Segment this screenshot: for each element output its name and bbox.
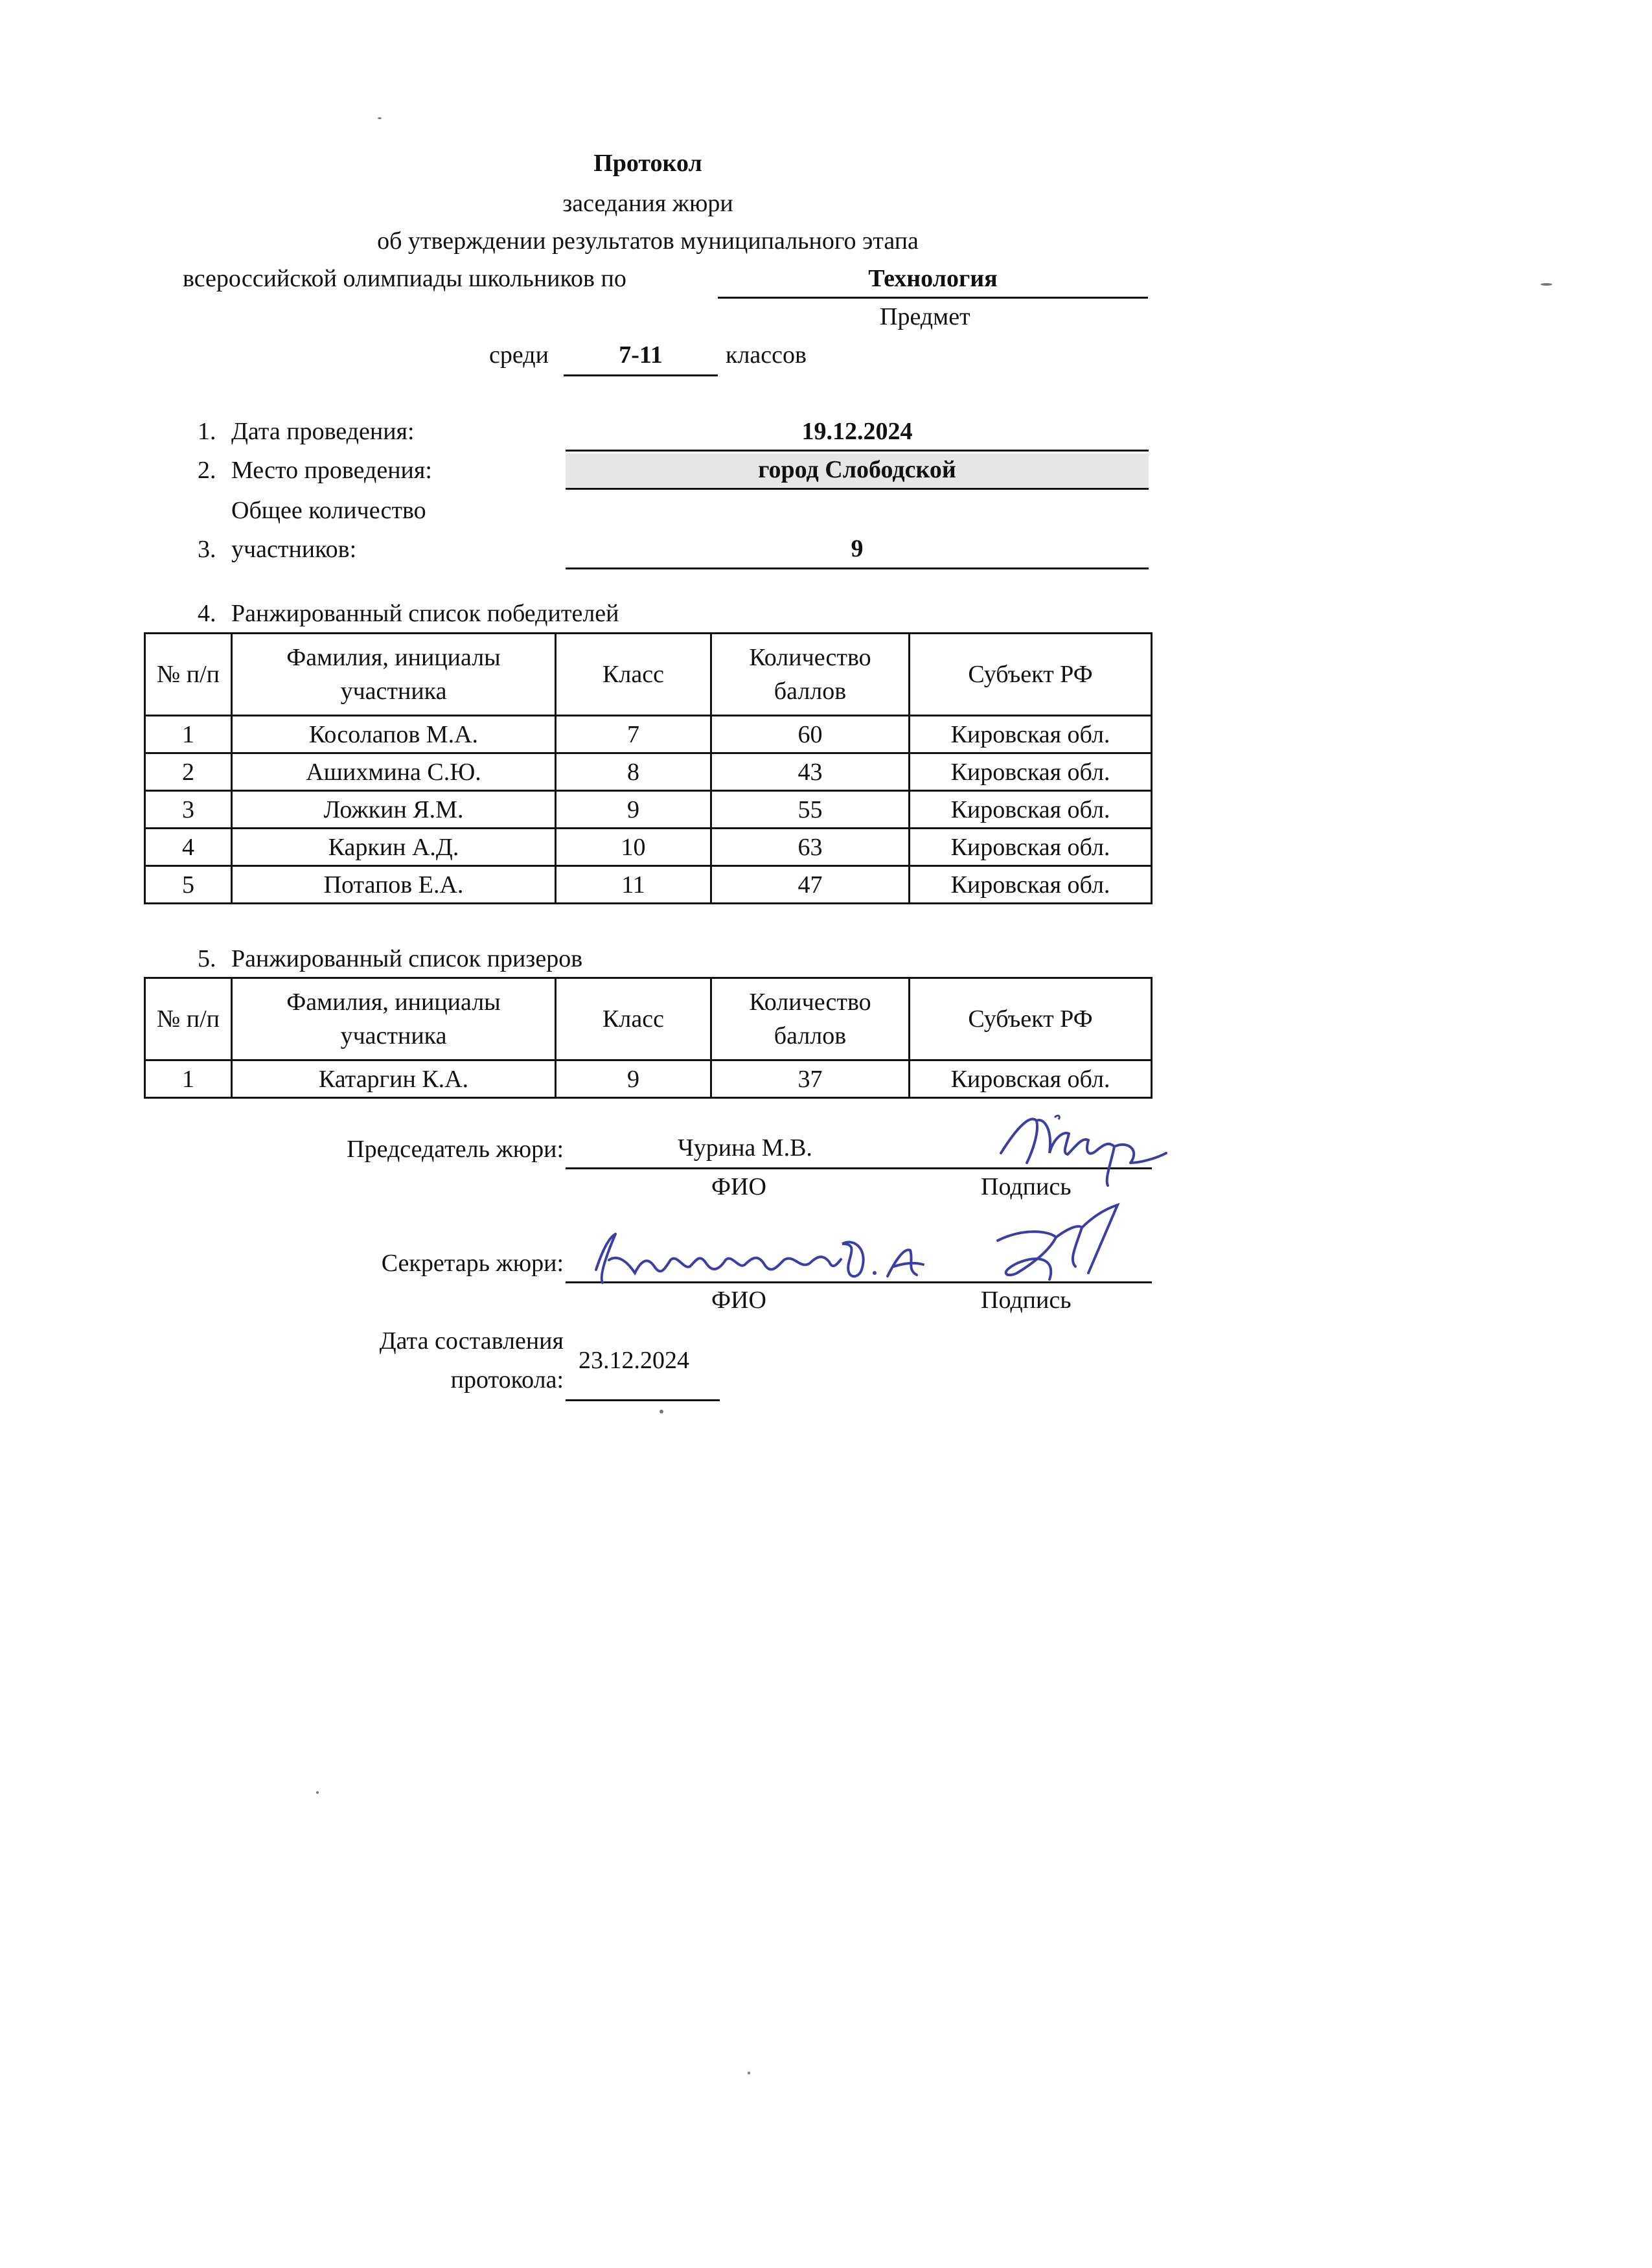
grades-prefix: среди bbox=[489, 341, 549, 369]
item-count-number: 3. bbox=[198, 536, 216, 563]
protocol-title: Протокол bbox=[593, 150, 702, 177]
item-place-number: 2. bbox=[198, 457, 216, 484]
table-header-row bbox=[145, 634, 1152, 716]
protocol-subtitle: заседания жюри bbox=[562, 190, 733, 217]
cell-score: 37 bbox=[711, 1060, 910, 1098]
protocol-purpose: об утверждении результатов муниципального этапа bbox=[377, 227, 919, 255]
subject-value: Технология bbox=[868, 265, 998, 292]
subject-caption: Предмет bbox=[880, 303, 970, 330]
secretary-name-caption: ФИО bbox=[711, 1287, 766, 1314]
cell-region: Кировская обл. bbox=[910, 829, 1152, 866]
cell-name: Ложкин Я.М. bbox=[232, 791, 556, 829]
column-header-score: Количество баллов bbox=[711, 978, 910, 1060]
cell-region: Кировская обл. bbox=[910, 866, 1152, 904]
column-header-score: Количество баллов bbox=[711, 634, 910, 716]
prizewinners-heading: Ранжированный список призеров bbox=[231, 945, 583, 972]
table-row bbox=[145, 791, 1152, 829]
cell-number: 4 bbox=[145, 829, 232, 866]
protocol-date-line bbox=[566, 1368, 720, 1401]
prizewinners-heading-number: 5. bbox=[198, 945, 216, 972]
cell-number: 5 bbox=[145, 866, 232, 904]
prizewinners-table bbox=[144, 977, 1153, 1099]
cell-grade: 9 bbox=[556, 1060, 711, 1098]
cell-region: Кировская обл. bbox=[910, 753, 1152, 791]
column-header-number: № п/п bbox=[145, 634, 232, 716]
cell-number: 3 bbox=[145, 791, 232, 829]
winners-table bbox=[144, 632, 1153, 904]
item-date-number: 1. bbox=[198, 418, 216, 445]
secretary-signature bbox=[978, 1202, 1160, 1292]
column-header-grade: Класс bbox=[556, 978, 711, 1060]
column-header-region: Субъект РФ bbox=[910, 978, 1152, 1060]
cell-grade: 9 bbox=[556, 791, 711, 829]
item-place-value: город Слободской bbox=[758, 456, 956, 483]
winners-heading: Ранжированный список победителей bbox=[231, 600, 619, 627]
column-header-region: Субъект РФ bbox=[910, 634, 1152, 716]
cell-name: Косолапов М.А. bbox=[232, 716, 556, 753]
cell-region: Кировская обл. bbox=[910, 1060, 1152, 1098]
cell-grade: 11 bbox=[556, 866, 711, 904]
item-count-label-line2: участников: bbox=[231, 536, 357, 563]
column-header-name: Фамилия, инициалы участника bbox=[232, 634, 556, 716]
chair-name: Чурина М.В. bbox=[678, 1134, 812, 1162]
item-count-value: 9 bbox=[851, 535, 864, 562]
cell-number: 2 bbox=[145, 753, 232, 791]
cell-name: Катаргин К.А. bbox=[232, 1060, 556, 1098]
cell-name: Потапов Е.А. bbox=[232, 866, 556, 904]
chair-name-caption: ФИО bbox=[711, 1173, 766, 1200]
cell-score: 60 bbox=[711, 716, 910, 753]
cell-score: 63 bbox=[711, 829, 910, 866]
scan-speck bbox=[660, 1410, 663, 1414]
table-row bbox=[145, 1060, 1152, 1098]
scan-speck bbox=[1541, 283, 1552, 286]
protocol-date-label-line2: протокола: bbox=[450, 1366, 564, 1393]
cell-number: 1 bbox=[145, 716, 232, 753]
secretary-label: Секретарь жюри: bbox=[381, 1250, 564, 1277]
table-header-row bbox=[145, 978, 1152, 1060]
cell-score: 43 bbox=[711, 753, 910, 791]
table-row bbox=[145, 829, 1152, 866]
cell-score: 55 bbox=[711, 791, 910, 829]
scan-speck bbox=[748, 2072, 750, 2074]
chair-signature bbox=[991, 1101, 1173, 1198]
cell-region: Кировская обл. bbox=[910, 791, 1152, 829]
scan-speck bbox=[316, 1791, 319, 1794]
olympiad-label: всероссийской олимпиады школьников по bbox=[183, 265, 626, 292]
cell-grade: 7 bbox=[556, 716, 711, 753]
cell-score: 47 bbox=[711, 866, 910, 904]
table-row bbox=[145, 716, 1152, 753]
chair-sign-caption: Подпись bbox=[981, 1173, 1072, 1200]
secretary-sign-caption: Подпись bbox=[981, 1287, 1072, 1314]
scan-speck bbox=[378, 117, 382, 119]
winners-heading-number: 4. bbox=[198, 600, 216, 627]
cell-grade: 8 bbox=[556, 753, 711, 791]
item-place-label: Место проведения: bbox=[231, 457, 432, 484]
table-row bbox=[145, 866, 1152, 904]
grades-suffix: классов bbox=[726, 341, 807, 369]
column-header-number: № п/п bbox=[145, 978, 232, 1060]
cell-grade: 10 bbox=[556, 829, 711, 866]
protocol-date-label-line1: Дата составления bbox=[379, 1327, 564, 1355]
column-header-grade: Класс bbox=[556, 634, 711, 716]
cell-number: 1 bbox=[145, 1060, 232, 1098]
column-header-name: Фамилия, инициалы участника bbox=[232, 978, 556, 1060]
cell-region: Кировская обл. bbox=[910, 716, 1152, 753]
item-count-label-line1: Общее количество bbox=[231, 497, 426, 524]
chair-label: Председатель жюри: bbox=[347, 1136, 564, 1163]
item-date-label: Дата проведения: bbox=[231, 418, 415, 445]
cell-name: Каркин А.Д. bbox=[232, 829, 556, 866]
grades-value: 7-11 bbox=[619, 341, 663, 369]
item-date-value: 19.12.2024 bbox=[801, 418, 913, 445]
table-row bbox=[145, 753, 1152, 791]
protocol-date-value: 23.12.2024 bbox=[579, 1347, 689, 1374]
cell-name: Ашихмина С.Ю. bbox=[232, 753, 556, 791]
secretary-handwritten-name bbox=[583, 1224, 946, 1296]
